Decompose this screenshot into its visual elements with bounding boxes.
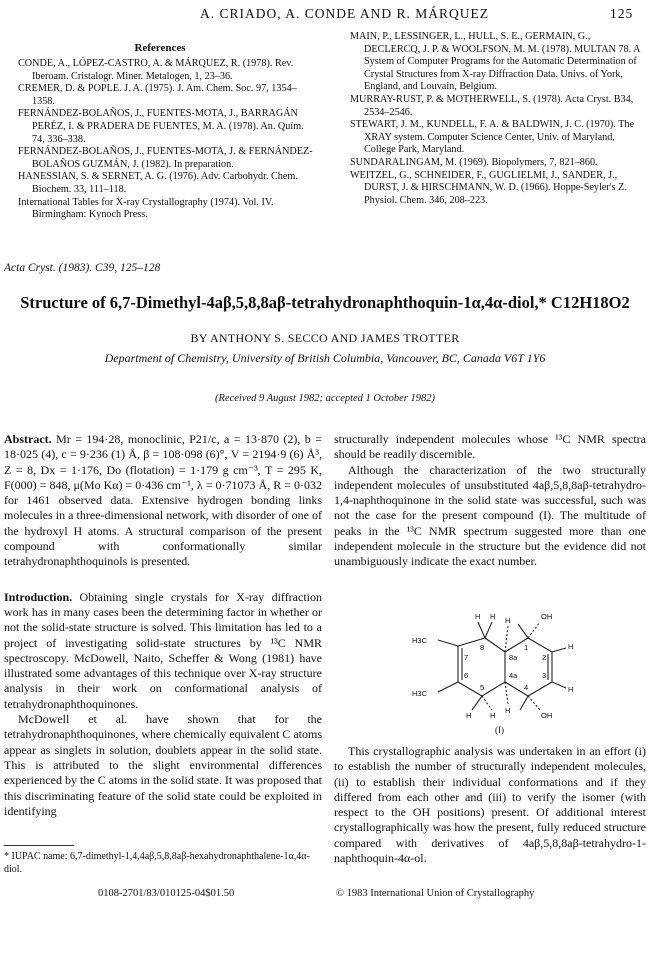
article-affiliation: Department of Chemistry, University of British Columbia, Vancouver, BC, Canada V6T 1Y6 (104, 351, 546, 365)
abstract-text: Mr = 194·28, monoclinic, P21/c, a = 13·870 (2), b = 18·025 (4), c = 9·236 (1) Å, β = 108·098 (6)°, V = 2194·9 (6) Å³, Z = 8, Dx = 1·176, Do (flotation) = 1·179 g cm⁻³, T = 295 K, F(000) = 848, μ(Mo Kα) = 0·436 cm⁻¹, λ = 0·71073 Å, R = 0·032 for 1461 observed data. Extensive hydrogen bonding links molecules in a three-dimensional network, with disorder of one of the hydroxyl H atoms. A structural comparison of the present compound with conformationally similar tetrahydronaphthoquinols is presented. (4, 432, 322, 569)
reference-item: SUNDARALINGAM, M. (1969). Biopolymers, 7, 821–860. (350, 156, 598, 168)
left-column (4, 432, 322, 819)
atom-label: 5 (480, 683, 485, 692)
atom-label: H (475, 612, 481, 621)
references-right-column (350, 31, 646, 207)
reference-item: FERNÁNDEZ-BOLAÑOS, J., FUENTES-MOTA, J., BARRAGÁN PERÉZ, I. & PRADERA DE FUENTES, M. A. (1978). An. Quím. 74, 336–338. (18, 108, 304, 145)
atom-label: H (490, 612, 496, 621)
right-p2: Although the characterization of the two structurally independent molecules of unsubstituted 4aβ,5,8,8aβ-tetrahydro-1,4-naphthoquinone in the solid state was successful, such was not the case for the present compound (I). The multitude of peaks in the ¹³C NMR spectrum suggested more than one independent molecule in the structure but the evidence did not unambiguously indicate the exact number. (334, 462, 646, 569)
atom-label: 4 (524, 683, 529, 692)
reference-item: FERNÁNDEZ-BOLAÑOS, J., FUENTES-MOTA, J. & FERNÁNDEZ-BOLAÑOS GUZMÁN, J. (1982). In preparation. (18, 146, 313, 170)
right-p1: structurally independent molecules whose ¹³C NMR spectra should be readily discernible. (334, 432, 646, 462)
references-heading: References (134, 42, 186, 54)
reference-item: MURRAY-RUST, P. & MOTHERWELL, S. (1978). Acta Cryst. B34, 2534–2546. (350, 93, 634, 118)
reference-item: MAIN, P., LESSINGER, L., HULL, S. E., GERMAIN, G., DECLERCQ, J. P. & WOOLFSON, M. M. (1978). MULTAN 78. A System of Computer Programs for the Automatic Determination of Crystal Structures from X-ray Diffraction Data. Univs. of York, England, and Louvain, Belgium. (350, 31, 640, 93)
right-p3: This crystallographic analysis was undertaken in an effort (i) to establish the number of structurally independent molecules, (ii) to establish their individual conformations and if they differed from each other and (iii) to verify the isomer (with respect to the OH positions) present. Of additional interest crystallographically was how the present, fully reduced structure compared with derivatives of 4aβ,5,8,8aβ-tetrahydro-1-naphthoquin-4α-ol. (334, 744, 646, 866)
reference-item: WEITZEL, G., SCHNEIDER, F., GUGLIELMI, J., SANDER, J., DURST, J. & HIRSCHMANN, W. D. (1966). Hoppe-Seyler's Z. Physiol. Chem. 346, 208–223. (350, 169, 627, 206)
issn-code: 0108-2701/83/010125-04$01.50 (98, 888, 235, 899)
footnote-rule (4, 845, 74, 846)
article-title: Structure of 6,7-Dimethyl-4aβ,5,8,8aβ-tetrahydronaphthoquin-1α,4α-diol,* C12H18O2 (20, 293, 630, 312)
atom-label: OH (541, 612, 553, 621)
atom-label: H (505, 706, 511, 715)
references-left-column (18, 58, 318, 222)
structure-bonds (438, 622, 566, 710)
introduction-p1 (4, 590, 322, 712)
copyright-line: © 1983 International Union of Crystallography (336, 888, 535, 899)
journal-reference: Acta Cryst. (1983). C39, 125–128 (4, 262, 161, 274)
reference-item: International Tables for X-ray Crystallography (1974). Vol. IV. Birmingham: Kynoch Press. (18, 196, 274, 221)
footnote: * IUPAC name: 6,7-dimethyl-1,4,4aβ,5,8,8aβ-hexahydronaphthalene-1α,4α-diol. (4, 851, 310, 875)
atom-label: 2 (542, 653, 547, 662)
atom-label: H3C (412, 689, 428, 698)
reference-item: CREMER, D. & POPLE. J. A. (1975). J. Am. Chem. Soc. 97, 1354–1358. (18, 83, 297, 107)
atom-label: H3C (412, 636, 428, 645)
right-column-lower (334, 744, 646, 866)
introduction-text: Obtaining single crystals for X-ray diffraction work has in many cases been the determining factor in whether or not the solid-state structure is solved. This limitation has led to a project of investigating solid-state structures by ¹³C NMR spectroscopy. McDowell, Naito, Scheffer & Wong (1981) have illustrated some advantages of this technique over X-ray structure analysis in their work on conformational analysis of tetrahydronaphthoquinones. (4, 589, 323, 711)
abstract (4, 432, 322, 570)
chemical-structure-figure (400, 598, 590, 724)
received-dates: (Received 9 August 1982; accepted 1 October 1982) (215, 393, 435, 404)
article-byline: BY ANTHONY S. SECCO AND JAMES TROTTER (190, 331, 460, 345)
atom-label: 4a (509, 671, 518, 680)
atom-label: 6 (464, 671, 469, 680)
figure-caption: (I) (495, 725, 504, 735)
introduction-label: Introduction. (4, 589, 73, 604)
introduction-p2: McDowell et al. have shown that for the tetrahydronaphthoquinones, where chemically equivalent C atoms appear as singlets in solution, doublets appear in the solid state. This is attributed to the slight environmental differences experienced by the C atoms in the solid state. It was proposed that this discriminating feature of the solid state could be exploited in identifying (4, 712, 322, 818)
atom-label: 1 (524, 643, 529, 652)
right-column (334, 432, 646, 570)
running-header-authors: A. CRIADO, A. CONDE AND R. MÁRQUEZ (200, 6, 490, 21)
atom-label: 3 (542, 671, 547, 680)
abstract-label: Abstract. (4, 432, 52, 446)
atom-label: OH (541, 711, 553, 720)
atom-label: H (490, 711, 496, 720)
atom-label: 8a (509, 653, 518, 662)
reference-item: HANESSIAN, S. & SERNET, A. G. (1976). Adv. Carbohydr. Chem. Biochem. 33, 111–118. (18, 171, 298, 195)
atom-label: H (466, 711, 472, 720)
atom-label: 8 (480, 643, 485, 652)
page-number: 125 (610, 6, 634, 21)
atom-label: H (505, 616, 511, 625)
atom-label: 7 (464, 653, 469, 662)
reference-item: STEWART, J. M., KUNDELL, F. A. & BALDWIN, J. C. (1970). The XRAY system. Computer Science Center, Univ. of Maryland, College Park, Maryland. (350, 119, 634, 156)
atom-label: H (568, 685, 574, 694)
reference-item: CONDE, A., LÓPEZ-CASTRO, A. & MÁRQUEZ, R. (1978). Rev. Iberoam. Cristalogr. Miner. Metalogen, 1, 23–36. (18, 58, 294, 82)
atom-label: H (568, 642, 574, 651)
structure-atom-labels (412, 612, 573, 720)
